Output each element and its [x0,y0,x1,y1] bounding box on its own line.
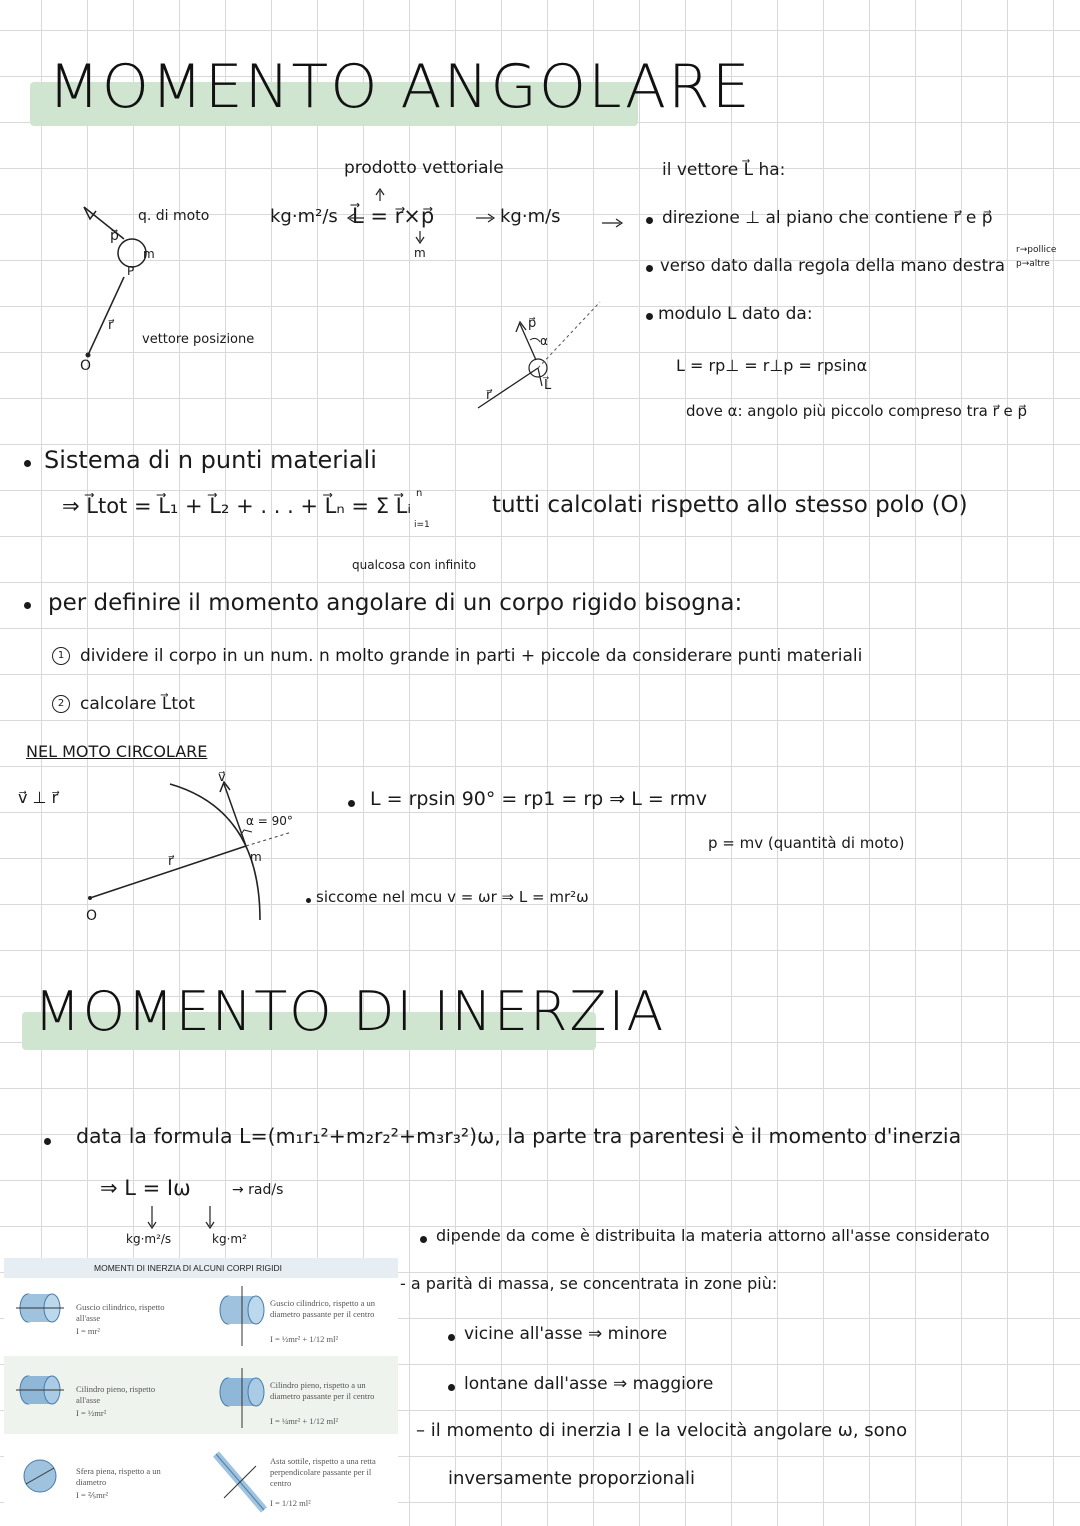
circular-motion-diagram [60,770,320,930]
diagram2-L: L⃗ [544,378,552,393]
momentum-label: p⃗ [110,228,119,244]
prop-direction: direzione ⊥ al piano che contiene r⃗ e p⃗ [662,208,993,228]
bullet [348,800,355,807]
rigid-title: per definire il momento angolare di un corpo rigido bisogna: [48,590,743,616]
circular-m-label: m [250,850,262,864]
units-L: kg·m²/s [126,1232,172,1246]
bullet [448,1334,455,1341]
vector-properties-intro: il vettore L⃗ ha: [662,160,786,180]
page-title: MOMENTO ANGOLARE [48,52,752,122]
angular-momentum-formula: L⃗ = r⃗×p⃗ [352,204,435,228]
circular-formula-2: siccome nel mcu v = ωr ⇒ L = mr²ω [316,888,589,906]
table-cell-formula: I = ⅖mr² [76,1490,109,1500]
bullet [306,898,311,903]
hand-note-2: p→altre [1016,259,1050,269]
r-vector-label: r⃗ [108,318,114,333]
vector-angle-diagram [470,290,640,420]
thin-rod-icon [208,1448,272,1518]
inertia-table [4,1258,398,1526]
cylinder-shell-diameter-icon [210,1286,274,1350]
table-cell-text: Sfera piena, rispetto a un diametro [76,1466,161,1487]
units-angular: kg·m²/s [270,206,338,227]
step-text: dividere il corpo in un num. n molto grande in parti + piccole da considerare punti materiali [80,646,863,666]
table-cell-formula: I = ½mr² + 1/12 ml² [270,1334,339,1344]
units-I: kg·m² [212,1232,247,1246]
units-momentum: kg·m/s [500,206,561,227]
alpha-note: dove α: angolo più piccolo compreso tra r⃗ e p⃗ [686,402,1028,420]
step-number: 2 [52,695,70,713]
diagram2-alpha: α [540,334,548,348]
hand-note-1: r→pollice [1016,245,1057,255]
near-note: vicine all'asse ⇒ minore [464,1324,668,1344]
table-cell-text: Guscio cilindrico, rispetto all'asse [76,1302,165,1323]
step-number: 1 [52,647,70,665]
circular-formula-1: L = rpsin 90° = rp1 = rp ⇒ L = rmv [370,788,708,810]
bullet [24,460,31,467]
bullet [646,265,653,272]
system-note: tutti calcolati rispetto allo stesso polo (O) [492,492,968,518]
rigid-step-1 [52,646,862,666]
depends-note: dipende da come è distribuita la materia attorno all'asse considerato [436,1226,990,1245]
rad-per-s: → rad/s [232,1182,284,1198]
sum-upper: n [416,488,423,499]
table-cell-formula: I = 1/12 ml² [270,1498,311,1508]
bullet [646,217,653,224]
circular-alpha-label: α = 90° [246,814,293,828]
prop-modulus: modulo L dato da: [658,304,813,324]
system-formula: ⇒ L⃗tot = L⃗₁ + L⃗₂ + . . . + L⃗ₙ = Σ L⃗ᵢ [62,494,412,518]
qdm-note: q. di moto [138,208,210,224]
far-note: lontane dall'asse ⇒ maggiore [464,1374,714,1394]
circular-title: NEL MOTO CIRCOLARE [26,742,208,761]
inertia-formula-line: data la formula L=(m₁r₁²+m₂r₂²+m₃r₃²)ω, la parte tra parentesi è il momento d'inerzia [76,1124,962,1148]
circular-r-label: r⃗ [168,854,174,869]
table-cell-formula: I = mr² [76,1326,100,1336]
system-title: Sistema di n punti materiali [44,446,377,474]
modulus-formula: L = rp⊥ = r⊥p = rpsinα [676,356,868,375]
table-cell-text: Guscio cilindrico, rispetto a un diametro passante per il centro [270,1298,376,1319]
mass-label: m [143,247,155,261]
diagram2-p: p⃗ [528,316,537,331]
diagram2-r: r⃗ [486,388,492,403]
inverse-note-1: – il momento di inerzia I e la velocità angolare ω, sono [416,1420,908,1441]
position-note: vettore posizione [142,332,255,347]
circular-origin-label: O [86,908,98,924]
table-cell-text: Cilindro pieno, rispetto a un diametro passante per il centro [270,1380,375,1401]
mass-below: m [414,246,426,260]
solid-cylinder-diameter-icon [210,1368,274,1432]
infinity-note: qualcosa con infinito [352,558,477,572]
table-cell-text: Asta sottile, rispetto a una retta perpendicolare passante per il centro [270,1456,376,1488]
unit-arrows [140,1204,260,1234]
table-title: MOMENTI DI INERZIA DI ALCUNI CORPI RIGIDI [4,1258,398,1278]
cylinder-shell-icon [12,1288,66,1342]
table-cell-text: Cilindro pieno, rispetto all'asse [76,1384,156,1405]
bullet [24,602,31,609]
bullet [448,1384,455,1391]
parity-note: - a parità di massa, se concentrata in zone più: [400,1274,778,1293]
formula-arrows [340,175,580,255]
L-I-omega: ⇒ L = Iω [100,1176,191,1200]
perp-note: v⃗ ⊥ r⃗ [18,788,59,807]
origin-label: O [80,358,92,374]
sum-lower: i=1 [414,520,430,530]
table-cell-formula: I = ¼mr² + 1/12 ml² [270,1416,339,1426]
solid-cylinder-icon [12,1370,66,1424]
bullet [44,1138,51,1145]
point-label: P [127,264,135,278]
momentum-note: p = mv (quantità di moto) [708,834,905,852]
table-cell-formula: I = ½mr² [76,1408,107,1418]
bullet [646,313,653,320]
bullet [420,1236,427,1243]
step-text: calcolare L⃗tot [80,694,196,714]
section2-title: MOMENTO DI INERZIA [34,980,666,1043]
prop-verse: verso dato dalla regola della mano destra [660,256,1005,275]
sphere-icon [18,1454,62,1498]
inverse-note-2: inversamente proporzionali [448,1468,695,1489]
rigid-step-2 [52,694,195,714]
vector-product-note: prodotto vettoriale [344,158,504,178]
circular-v-label: v⃗ [218,770,226,785]
